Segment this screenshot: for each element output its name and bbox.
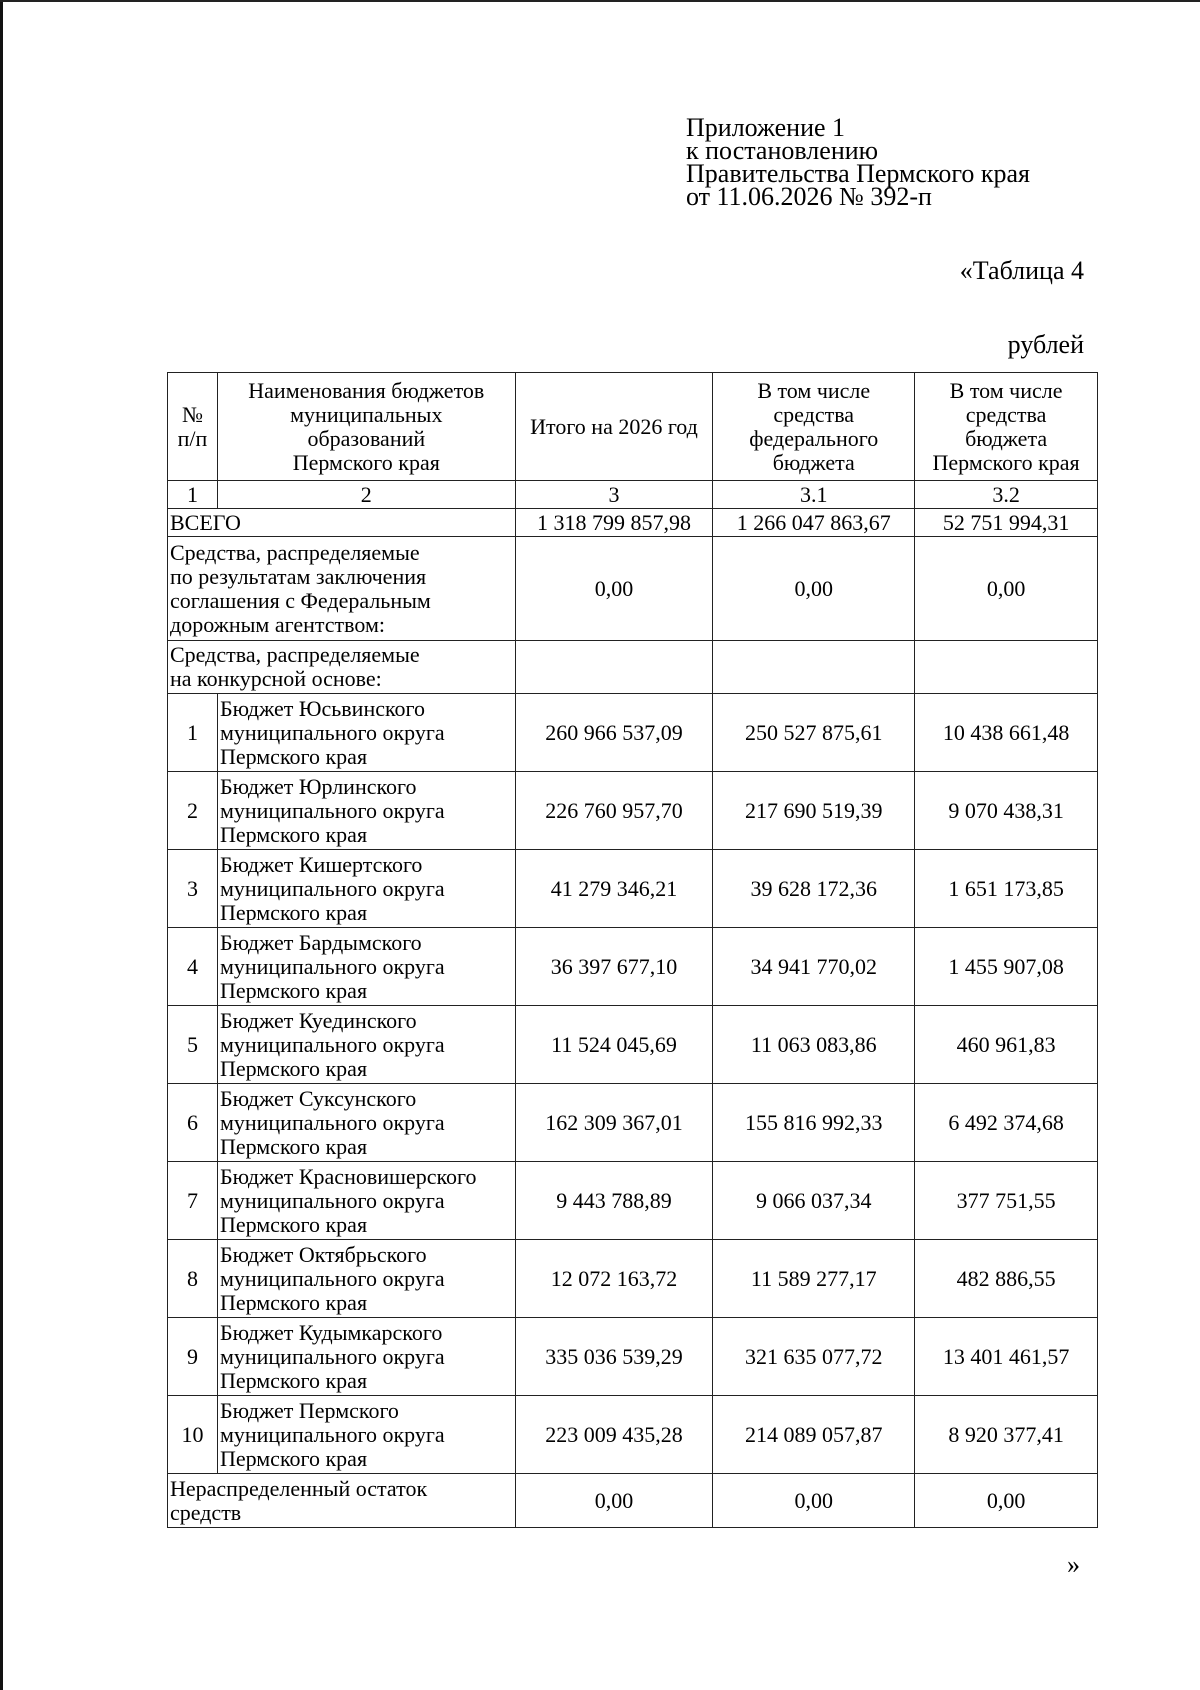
row-total: 226 760 957,70: [515, 772, 713, 850]
scan-border-left: [0, 0, 3, 1690]
row-total: 12 072 163,72: [515, 1240, 713, 1318]
row-budget-name-line: Пермского края: [219, 1211, 368, 1237]
row-budget-name-line: Пермского края: [219, 743, 368, 769]
row-number: 9: [168, 1318, 218, 1396]
row-number: 4: [168, 928, 218, 1006]
row-number: 5: [168, 1006, 218, 1084]
row-number: 8: [168, 1240, 218, 1318]
row-regional: 482 886,55: [915, 1240, 1098, 1318]
row-budget-name: [217, 928, 515, 1006]
row-budget-name-line: Бюджет Красновишерского: [219, 1163, 477, 1189]
row-total: 41 279 346,21: [515, 850, 713, 928]
row-total: 9 443 788,89: [515, 1162, 713, 1240]
row-budget-name: [217, 1162, 515, 1240]
closing-quote: »: [1067, 1550, 1080, 1579]
header-total: Итого на 2026 год: [515, 373, 713, 481]
row-federal: 214 089 057,87: [713, 1396, 915, 1474]
agency-label: Средства, распределяемые по результатам заключения соглашения с Федеральным дорожным агентством:: [168, 537, 516, 641]
row-budget-name-line: муниципального округа: [219, 1109, 445, 1135]
row-federal: 34 941 770,02: [713, 928, 915, 1006]
col-number: 3: [515, 481, 713, 509]
attachment-heading: [686, 113, 1030, 211]
row-budget-name-line: Бюджет Кудымкарского: [219, 1319, 443, 1345]
row-total: 36 397 677,10: [515, 928, 713, 1006]
attachment-line: от 11.06.2026 № 392-п: [686, 182, 932, 211]
empty-cell: [515, 641, 713, 694]
row-budget-name-line: муниципального округа: [219, 1343, 445, 1369]
remainder-total: 0,00: [515, 1474, 713, 1528]
remainder-label: Нераспределенный остаток средств: [168, 1474, 516, 1528]
row-budget-name-line: Бюджет Пермского: [219, 1397, 399, 1423]
table-row: [168, 1318, 1098, 1396]
row-budget-name-line: Бюджет Октябрьского: [219, 1241, 427, 1267]
agency-federal: 0,00: [713, 537, 915, 641]
agency-row: [168, 537, 1098, 641]
row-budget-name-line: Бюджет Суксунского: [219, 1085, 417, 1111]
table-row: [168, 1084, 1098, 1162]
row-budget-name-line: муниципального округа: [219, 1031, 445, 1057]
attachment-line: к постановлению: [686, 136, 879, 165]
row-budget-name-line: муниципального округа: [219, 953, 445, 979]
row-budget-name: [217, 1318, 515, 1396]
table-row: [168, 850, 1098, 928]
total-regional: 52 751 994,31: [915, 509, 1098, 537]
agency-regional: 0,00: [915, 537, 1098, 641]
table-row: [168, 1240, 1098, 1318]
row-federal: 39 628 172,36: [713, 850, 915, 928]
row-federal: 321 635 077,72: [713, 1318, 915, 1396]
row-budget-name-line: Пермского края: [219, 821, 368, 847]
row-budget-name-line: муниципального округа: [219, 719, 445, 745]
row-budget-name-line: Бюджет Юсьвинского: [219, 695, 426, 721]
row-regional: 10 438 661,48: [915, 694, 1098, 772]
row-budget-name-line: Пермского края: [219, 1133, 368, 1159]
row-budget-name-line: Пермского края: [219, 1289, 368, 1315]
municipal-rows: [168, 694, 1098, 1474]
header-name: Наименования бюджетов муниципальных образований Пермского края: [217, 373, 515, 481]
row-number: 2: [168, 772, 218, 850]
col-number: 2: [217, 481, 515, 509]
table-row: [168, 1396, 1098, 1474]
row-regional: 377 751,55: [915, 1162, 1098, 1240]
row-total: 223 009 435,28: [515, 1396, 713, 1474]
row-budget-name-line: Пермского края: [219, 1367, 368, 1393]
remainder-federal: 0,00: [713, 1474, 915, 1528]
scan-border-top: [0, 0, 1200, 2]
row-total: 11 524 045,69: [515, 1006, 713, 1084]
col-number: 3.1: [713, 481, 915, 509]
total-sum: 1 318 799 857,98: [515, 509, 713, 537]
row-budget-name: [217, 1240, 515, 1318]
units-label: рублей: [1007, 330, 1084, 359]
row-total: 162 309 367,01: [515, 1084, 713, 1162]
row-total: 260 966 537,09: [515, 694, 713, 772]
row-budget-name: [217, 772, 515, 850]
row-regional: 6 492 374,68: [915, 1084, 1098, 1162]
remainder-row: [168, 1474, 1098, 1528]
row-budget-name-line: Пермского края: [219, 899, 368, 925]
row-budget-name-line: муниципального округа: [219, 1187, 445, 1213]
row-regional: 1 455 907,08: [915, 928, 1098, 1006]
row-total: 335 036 539,29: [515, 1318, 713, 1396]
row-budget-name-line: муниципального округа: [219, 1265, 445, 1291]
budget-table: [167, 372, 1098, 1528]
row-number: 6: [168, 1084, 218, 1162]
competitive-row: [168, 641, 1098, 694]
header-federal: В том числе средства федерального бюджета: [713, 373, 915, 481]
remainder-regional: 0,00: [915, 1474, 1098, 1528]
row-number: 1: [168, 694, 218, 772]
row-federal: 9 066 037,34: [713, 1162, 915, 1240]
row-number: 3: [168, 850, 218, 928]
table-label: «Таблица 4: [959, 256, 1084, 285]
row-federal: 11 589 277,17: [713, 1240, 915, 1318]
table-row: [168, 928, 1098, 1006]
col-number: 1: [168, 481, 218, 509]
table-row: [168, 1162, 1098, 1240]
agency-total: 0,00: [515, 537, 713, 641]
attachment-line: Правительства Пермского края: [686, 159, 1030, 188]
col-number: 3.2: [915, 481, 1098, 509]
row-regional: 8 920 377,41: [915, 1396, 1098, 1474]
row-federal: 250 527 875,61: [713, 694, 915, 772]
row-number: 10: [168, 1396, 218, 1474]
row-budget-name: [217, 694, 515, 772]
header-row: [168, 373, 1098, 481]
row-budget-name-line: Бюджет Кишертского: [219, 851, 423, 877]
row-budget-name-line: муниципального округа: [219, 797, 445, 823]
row-regional: 13 401 461,57: [915, 1318, 1098, 1396]
row-budget-name: [217, 850, 515, 928]
row-budget-name-line: Бюджет Юрлинского: [219, 773, 417, 799]
header-regional: В том числе средства бюджета Пермского края: [915, 373, 1098, 481]
total-label: ВСЕГО: [168, 509, 516, 537]
table-row: [168, 694, 1098, 772]
row-budget-name-line: Пермского края: [219, 1055, 368, 1081]
row-number: 7: [168, 1162, 218, 1240]
row-budget-name-line: муниципального округа: [219, 1421, 445, 1447]
row-federal: 155 816 992,33: [713, 1084, 915, 1162]
empty-cell: [713, 641, 915, 694]
row-budget-name: [217, 1006, 515, 1084]
row-budget-name-line: муниципального округа: [219, 875, 445, 901]
empty-cell: [915, 641, 1098, 694]
row-budget-name-line: Пермского края: [219, 1445, 368, 1471]
row-federal: 11 063 083,86: [713, 1006, 915, 1084]
total-row: [168, 509, 1098, 537]
attachment-line: Приложение 1: [686, 113, 846, 142]
row-federal: 217 690 519,39: [713, 772, 915, 850]
total-federal: 1 266 047 863,67: [713, 509, 915, 537]
row-regional: 460 961,83: [915, 1006, 1098, 1084]
table-row: [168, 1006, 1098, 1084]
header-num: № п/п: [168, 373, 218, 481]
row-budget-name: [217, 1396, 515, 1474]
row-regional: 1 651 173,85: [915, 850, 1098, 928]
column-number-row: [168, 481, 1098, 509]
table-row: [168, 772, 1098, 850]
row-regional: 9 070 438,31: [915, 772, 1098, 850]
row-budget-name-line: Бюджет Куединского: [219, 1007, 417, 1033]
row-budget-name-line: Бюджет Бардымского: [219, 929, 422, 955]
row-budget-name-line: Пермского края: [219, 977, 368, 1003]
competitive-label: Средства, распределяемые на конкурсной основе:: [168, 641, 516, 694]
row-budget-name: [217, 1084, 515, 1162]
